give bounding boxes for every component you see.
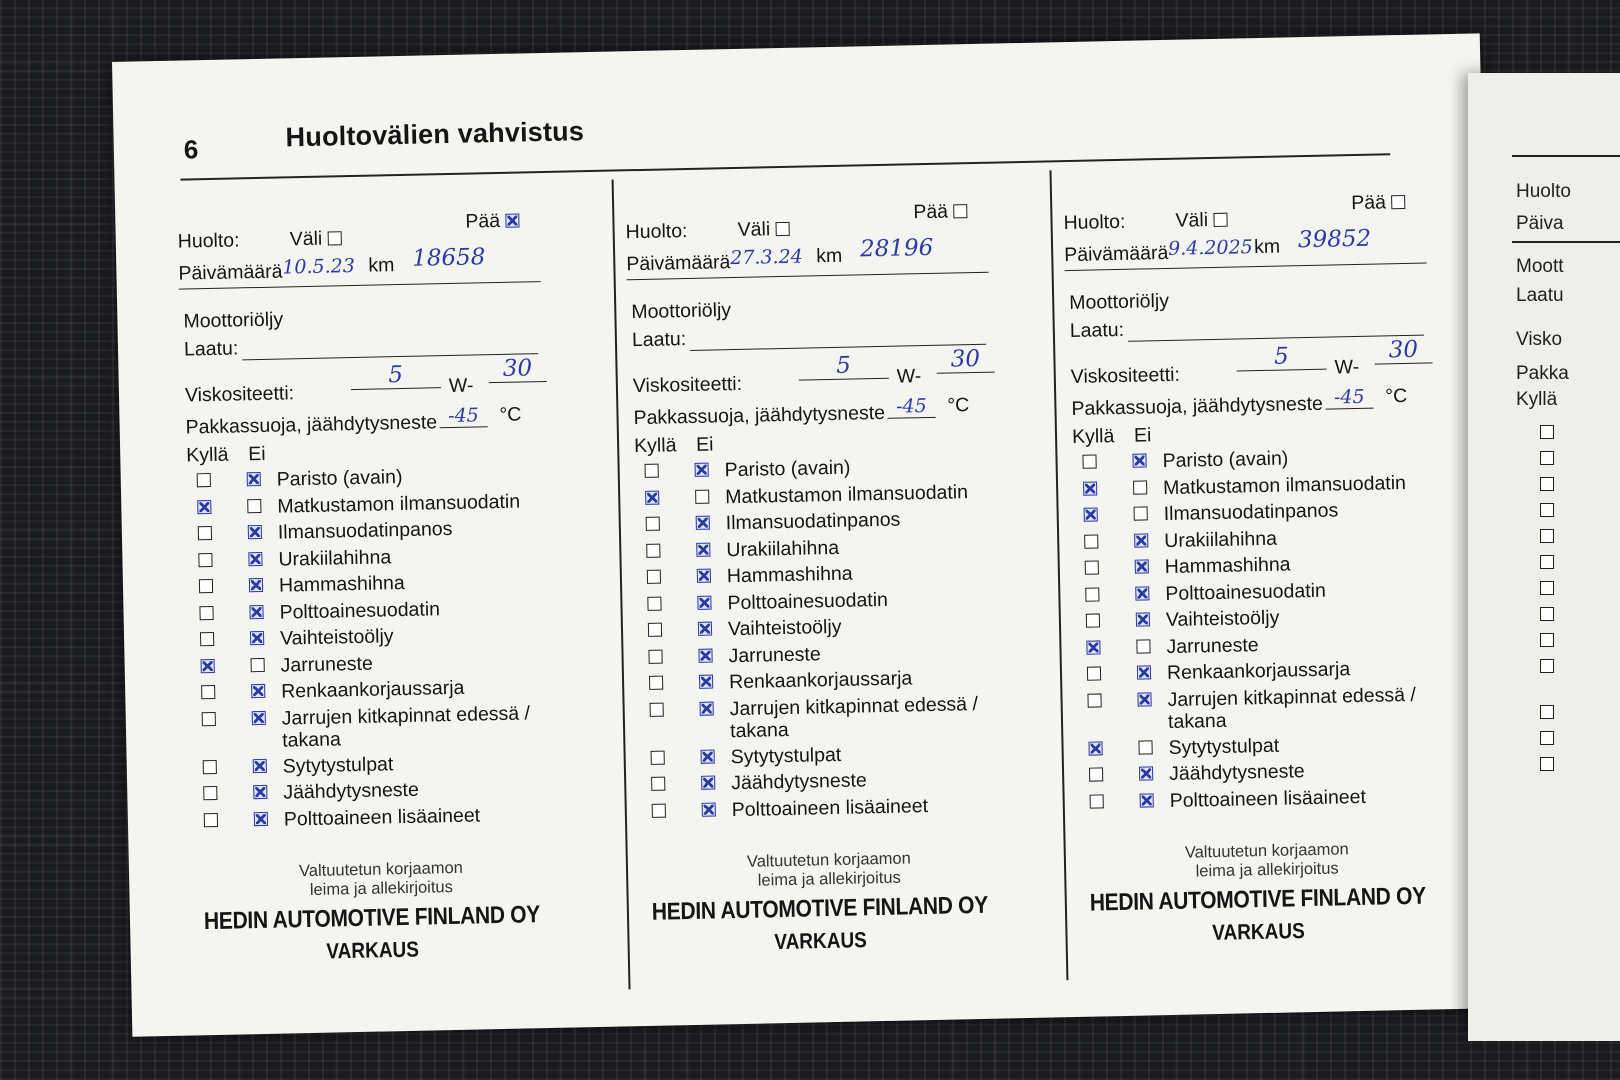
checklist-item-label: Jarruneste — [1166, 633, 1259, 658]
no-checkbox[interactable] — [251, 657, 265, 671]
checklist-item-label: Matkustamon ilmansuodatin — [277, 490, 521, 518]
next-page-checkbox[interactable] — [1540, 607, 1554, 621]
laatu-label: Laatu: — [631, 328, 687, 352]
vali-label: Väli — [289, 227, 323, 251]
stamp-company: HEDIN AUTOMOTIVE FINLAND OY — [651, 892, 989, 926]
no-checkbox[interactable] — [701, 776, 715, 790]
antifreeze-value[interactable]: -45 — [439, 404, 487, 428]
stamp-company: HEDIN AUTOMOTIVE FINLAND OY — [1089, 882, 1427, 917]
checklist-item-label: Renkaankorjaussarja — [728, 667, 913, 694]
yes-checkbox[interactable] — [647, 596, 661, 610]
no-checkbox[interactable] — [247, 498, 261, 512]
page-title: Huoltovälien vahvistus — [285, 116, 585, 153]
checklist-item-continuation: takana — [729, 718, 789, 742]
checklist-item-label: Polttoaineen lisäaineet — [1169, 785, 1367, 812]
no-checkbox[interactable] — [695, 489, 709, 503]
checklist-item-label: Ilmansuodatinpanos — [725, 508, 901, 535]
km-value: 18658 — [411, 244, 486, 272]
vali-option[interactable] — [737, 218, 789, 242]
next-page-checkbox[interactable] — [1540, 581, 1554, 595]
yes-checkbox[interactable] — [646, 517, 660, 531]
antifreeze-label: Pakkassuoja, jäähdytysneste — [1071, 392, 1324, 420]
next-page-fragment: Laatu — [1516, 285, 1564, 306]
next-page-checkbox[interactable] — [1540, 757, 1554, 771]
checklist-item-label: Sytytystulpat — [1168, 734, 1280, 759]
date-label: Päivämäärä — [178, 260, 283, 285]
checklist-item-label: Jarrujen kitkapinnat edessä / — [1167, 683, 1416, 711]
checklist-item-label: Jäähdytysneste — [1168, 760, 1305, 786]
service-entry-3 — [1062, 162, 1479, 990]
no-checkbox[interactable] — [1134, 533, 1148, 547]
huolto-label: Huolto: — [625, 219, 688, 244]
checklist-item-label: Paristo (avain) — [276, 466, 403, 491]
stamp-city: VARKAUS — [1211, 919, 1305, 946]
no-checkbox[interactable] — [249, 578, 263, 592]
engine-oil-heading: Moottoriöljy — [183, 308, 284, 333]
paa-option[interactable] — [913, 200, 968, 224]
km-label: km — [815, 244, 843, 268]
paa-checkbox[interactable] — [953, 204, 967, 218]
next-page-edge — [1468, 73, 1620, 1041]
no-checkbox[interactable] — [696, 542, 710, 556]
no-checkbox[interactable] — [253, 785, 267, 799]
no-checkbox[interactable] — [1135, 559, 1149, 573]
checklist-item-label: Jarrujen kitkapinnat edessä / — [729, 692, 979, 720]
next-page-checkbox[interactable] — [1540, 731, 1554, 745]
stamp-caption: Valtuutetun korjaamon — [1184, 840, 1349, 862]
stamp-city: VARKAUS — [774, 928, 868, 955]
checklist-item-label: Matkustamon ilmansuodatin — [725, 480, 969, 508]
next-page-fragment: Moott — [1516, 256, 1564, 277]
engine-oil-heading: Moottoriöljy — [631, 299, 732, 324]
date-label: Päivämäärä — [626, 251, 731, 276]
vali-label: Väli — [1175, 209, 1209, 232]
viscosity-high[interactable]: 30 — [936, 346, 995, 374]
checklist-item-label: Urakiilahihna — [278, 545, 392, 571]
no-checkbox[interactable] — [1136, 612, 1150, 626]
stamp-company: HEDIN AUTOMOTIVE FINLAND OY — [203, 901, 541, 935]
no-checkbox[interactable] — [1134, 506, 1148, 520]
checklist-item-label: Renkaankorjaussarja — [1166, 658, 1351, 685]
checklist-item-label: Sytytystulpat — [282, 752, 394, 778]
service-booklet-page — [112, 33, 1500, 1036]
checklist-item-label: Matkustamon ilmansuodatin — [1162, 471, 1407, 499]
date-value: 27.3.24 — [730, 245, 803, 270]
laatu-label: Laatu: — [1069, 318, 1125, 342]
yes-checkbox[interactable] — [1089, 767, 1103, 781]
paa-checkbox[interactable] — [505, 213, 519, 227]
next-page-fragment: Huolto — [1516, 181, 1571, 202]
yes-checkbox[interactable] — [201, 658, 215, 672]
vali-label: Väli — [737, 218, 771, 241]
paa-label: Pää — [465, 209, 501, 233]
viscosity-high[interactable]: 30 — [1374, 336, 1433, 364]
yes-checkbox[interactable] — [1084, 507, 1098, 521]
no-checkbox[interactable] — [251, 684, 265, 698]
yes-checkbox[interactable] — [645, 490, 659, 504]
stamp-city: VARKAUS — [326, 938, 420, 965]
yes-checkbox[interactable] — [203, 759, 217, 773]
w-label: W- — [1334, 355, 1360, 379]
checklist-item-label: Vaihteistoöljy — [279, 625, 394, 650]
stamp-caption: Valtuutetun korjaamon — [746, 849, 911, 871]
paa-label: Pää — [913, 200, 949, 224]
paa-label: Pää — [1350, 191, 1387, 215]
next-page-fragment: Päiva — [1516, 213, 1564, 234]
checklist-item-label: Polttoaineen lisäaineet — [283, 803, 481, 831]
next-page-checkbox[interactable] — [1540, 503, 1554, 517]
no-checkbox[interactable] — [252, 710, 266, 724]
yes-checkbox[interactable] — [203, 786, 217, 800]
next-page-fragment: Kyllä — [1516, 389, 1558, 410]
yes-checkbox[interactable] — [198, 553, 212, 567]
ei-header: Ei — [248, 442, 266, 466]
checklist-item-label: Vaihteistoöljy — [1165, 606, 1280, 632]
viscosity-low[interactable]: 5 — [350, 361, 441, 390]
viscosity-high[interactable]: 30 — [488, 355, 547, 383]
yes-checkbox[interactable] — [198, 526, 212, 540]
kylla-header: Kyllä — [1071, 425, 1115, 448]
next-page-fragment: Pakka — [1516, 363, 1569, 384]
checklist-item-label: Urakiilahihna — [1164, 527, 1278, 552]
next-page-checkbox[interactable] — [1540, 477, 1554, 491]
yes-checkbox[interactable] — [197, 500, 211, 514]
no-checkbox[interactable] — [249, 604, 263, 618]
stamp-caption: leima ja allekirjoitus — [1195, 859, 1339, 881]
next-page-fragment: Visko — [1516, 329, 1563, 350]
yes-checkbox[interactable] — [647, 570, 661, 584]
date-value: 9.4.2025 — [1167, 236, 1253, 260]
paa-option[interactable] — [465, 210, 520, 234]
yes-checkbox[interactable] — [1086, 640, 1100, 654]
km-label: km — [1253, 235, 1281, 259]
yes-checkbox[interactable] — [199, 579, 213, 593]
checklist-item-label: Jarruneste — [728, 642, 821, 667]
no-checkbox[interactable] — [700, 701, 714, 715]
next-page-checkbox[interactable] — [1540, 633, 1554, 647]
no-checkbox[interactable] — [701, 749, 715, 763]
yes-checkbox[interactable] — [651, 750, 665, 764]
no-checkbox[interactable] — [248, 551, 262, 565]
yes-checkbox[interactable] — [652, 803, 666, 817]
vali-checkbox[interactable] — [775, 222, 789, 236]
paa-checkbox[interactable] — [1391, 195, 1405, 209]
vali-checkbox[interactable] — [1213, 213, 1227, 227]
no-checkbox[interactable] — [1137, 665, 1151, 679]
no-checkbox[interactable] — [247, 472, 261, 486]
stamp-caption: leima ja allekirjoitus — [309, 878, 454, 900]
yes-checkbox[interactable] — [202, 711, 216, 725]
km-value: 28196 — [859, 234, 934, 263]
antifreeze-label: Pakkassuoja, jäähdytysneste — [633, 401, 886, 430]
no-checkbox[interactable] — [1135, 586, 1149, 600]
checklist-item-label: Jarrujen kitkapinnat edessä / — [281, 701, 531, 730]
yes-checkbox[interactable] — [199, 605, 213, 619]
next-page-rule — [1512, 155, 1620, 157]
checklist-item-continuation: takana — [282, 727, 342, 752]
yes-checkbox[interactable] — [650, 702, 664, 716]
checklist-item-label: Ilmansuodatinpanos — [277, 517, 453, 544]
km-value: 39852 — [1297, 225, 1372, 254]
celsius-label: °C — [1385, 384, 1408, 408]
yes-checkbox[interactable] — [201, 685, 215, 699]
w-label: W- — [896, 365, 922, 388]
yes-checkbox[interactable] — [1090, 794, 1104, 808]
checklist-item-label: Hammashihna — [1164, 553, 1291, 579]
yes-checkbox[interactable] — [649, 676, 663, 690]
date-label: Päivämäärä — [1064, 241, 1169, 267]
huolto-label: Huolto: — [1063, 210, 1126, 235]
no-checkbox[interactable] — [1138, 740, 1152, 754]
paa-option[interactable] — [1351, 191, 1406, 215]
no-checkbox[interactable] — [1137, 692, 1151, 706]
yes-checkbox[interactable] — [1082, 454, 1096, 468]
checklist-item-label: Polttoaineen lisäaineet — [731, 794, 929, 821]
w-label: W- — [448, 374, 474, 398]
yes-checkbox[interactable] — [197, 473, 211, 487]
no-checkbox[interactable] — [1140, 793, 1154, 807]
yes-checkbox[interactable] — [1085, 587, 1099, 601]
viscosity-label: Viskositeetti: — [184, 382, 295, 407]
yes-checkbox[interactable] — [1086, 613, 1100, 627]
km-label: km — [368, 254, 395, 277]
checklist-item-label: Paristo (avain) — [724, 456, 851, 482]
no-checkbox[interactable] — [254, 811, 268, 825]
viscosity-low[interactable]: 5 — [1236, 343, 1327, 372]
no-checkbox[interactable] — [697, 569, 711, 583]
no-checkbox[interactable] — [697, 595, 711, 609]
date-value: 10.5.23 — [282, 254, 356, 279]
vali-checkbox[interactable] — [328, 231, 342, 245]
checklist-item-label: Vaihteistoöljy — [727, 615, 842, 641]
no-checkbox[interactable] — [699, 675, 713, 689]
vali-option[interactable] — [1175, 209, 1227, 233]
no-checkbox[interactable] — [1139, 766, 1153, 780]
next-page-checkbox[interactable] — [1540, 705, 1554, 719]
no-checkbox[interactable] — [253, 758, 267, 772]
no-checkbox[interactable] — [695, 463, 709, 477]
no-checkbox[interactable] — [250, 631, 264, 645]
checklist-item-label: Polttoainesuodatin — [727, 588, 889, 614]
no-checkbox[interactable] — [248, 525, 262, 539]
yes-checkbox[interactable] — [651, 777, 665, 791]
yes-checkbox[interactable] — [1087, 693, 1101, 707]
page-number: 6 — [183, 134, 199, 165]
huolto-label: Huolto: — [177, 229, 240, 253]
vali-option[interactable] — [290, 227, 342, 251]
yes-checkbox[interactable] — [648, 649, 662, 663]
checklist-item-label: Polttoainesuodatin — [279, 597, 441, 624]
engine-oil-heading: Moottoriöljy — [1069, 289, 1170, 315]
checklist-item-label: Paristo (avain) — [1162, 447, 1289, 473]
next-page-checkbox[interactable] — [1540, 555, 1554, 569]
no-checkbox[interactable] — [702, 802, 716, 816]
yes-checkbox[interactable] — [1088, 741, 1102, 755]
yes-checkbox[interactable] — [646, 543, 660, 557]
no-checkbox[interactable] — [1132, 453, 1146, 467]
checklist-item-label: Ilmansuodatinpanos — [1163, 499, 1339, 526]
next-page-rule — [1512, 241, 1620, 243]
yes-checkbox[interactable] — [204, 812, 218, 826]
checklist-item-label: Renkaankorjaussarja — [280, 676, 465, 703]
next-page-checkbox[interactable] — [1540, 425, 1554, 439]
yes-checkbox[interactable] — [1087, 666, 1101, 680]
checklist-item-label: Hammashihna — [278, 571, 405, 597]
antifreeze-value[interactable]: -45 — [1325, 386, 1373, 410]
checklist-item-label: Sytytystulpat — [730, 743, 842, 768]
stamp-caption: Valtuutetun korjaamon — [298, 858, 464, 881]
viscosity-label: Viskositeetti: — [632, 372, 743, 398]
no-checkbox[interactable] — [1136, 639, 1150, 653]
next-page-checkbox[interactable] — [1540, 659, 1554, 673]
checklist-item-continuation: takana — [1167, 709, 1227, 733]
laatu-label: Laatu: — [183, 337, 239, 361]
next-page-checkbox[interactable] — [1540, 529, 1554, 543]
checklist-item-label: Jäähdytysneste — [283, 778, 420, 804]
celsius-label: °C — [499, 403, 522, 426]
checklist-item-label: Hammashihna — [726, 562, 853, 588]
stamp-caption: leima ja allekirjoitus — [757, 868, 901, 890]
viscosity-label: Viskositeetti: — [1070, 363, 1181, 388]
yes-checkbox[interactable] — [200, 632, 214, 646]
service-entry-2 — [625, 171, 1042, 999]
checklist-item-label: Jäähdytysneste — [731, 769, 867, 795]
ei-header: Ei — [695, 433, 714, 456]
next-page-checkbox[interactable] — [1540, 451, 1554, 465]
no-checkbox[interactable] — [696, 516, 710, 530]
yes-checkbox[interactable] — [1083, 481, 1097, 495]
service-entry-1 — [177, 180, 594, 1008]
no-checkbox[interactable] — [698, 622, 712, 636]
checklist-item-label: Polttoainesuodatin — [1165, 579, 1327, 605]
checklist-item-label: Jarruneste — [280, 652, 374, 677]
no-checkbox[interactable] — [698, 648, 712, 662]
yes-checkbox[interactable] — [1085, 560, 1099, 574]
antifreeze-value[interactable]: -45 — [887, 395, 935, 419]
celsius-label: °C — [947, 394, 970, 417]
yes-checkbox[interactable] — [1084, 534, 1098, 548]
viscosity-low[interactable]: 5 — [798, 352, 889, 381]
no-checkbox[interactable] — [1133, 480, 1147, 494]
kylla-header: Kyllä — [186, 443, 229, 467]
kylla-header: Kyllä — [633, 434, 677, 458]
ei-header: Ei — [1133, 424, 1152, 447]
yes-checkbox[interactable] — [645, 464, 659, 478]
antifreeze-label: Pakkassuoja, jäähdytysneste — [185, 411, 438, 439]
yes-checkbox[interactable] — [648, 623, 662, 637]
checklist-item-label: Urakiilahihna — [726, 536, 840, 561]
